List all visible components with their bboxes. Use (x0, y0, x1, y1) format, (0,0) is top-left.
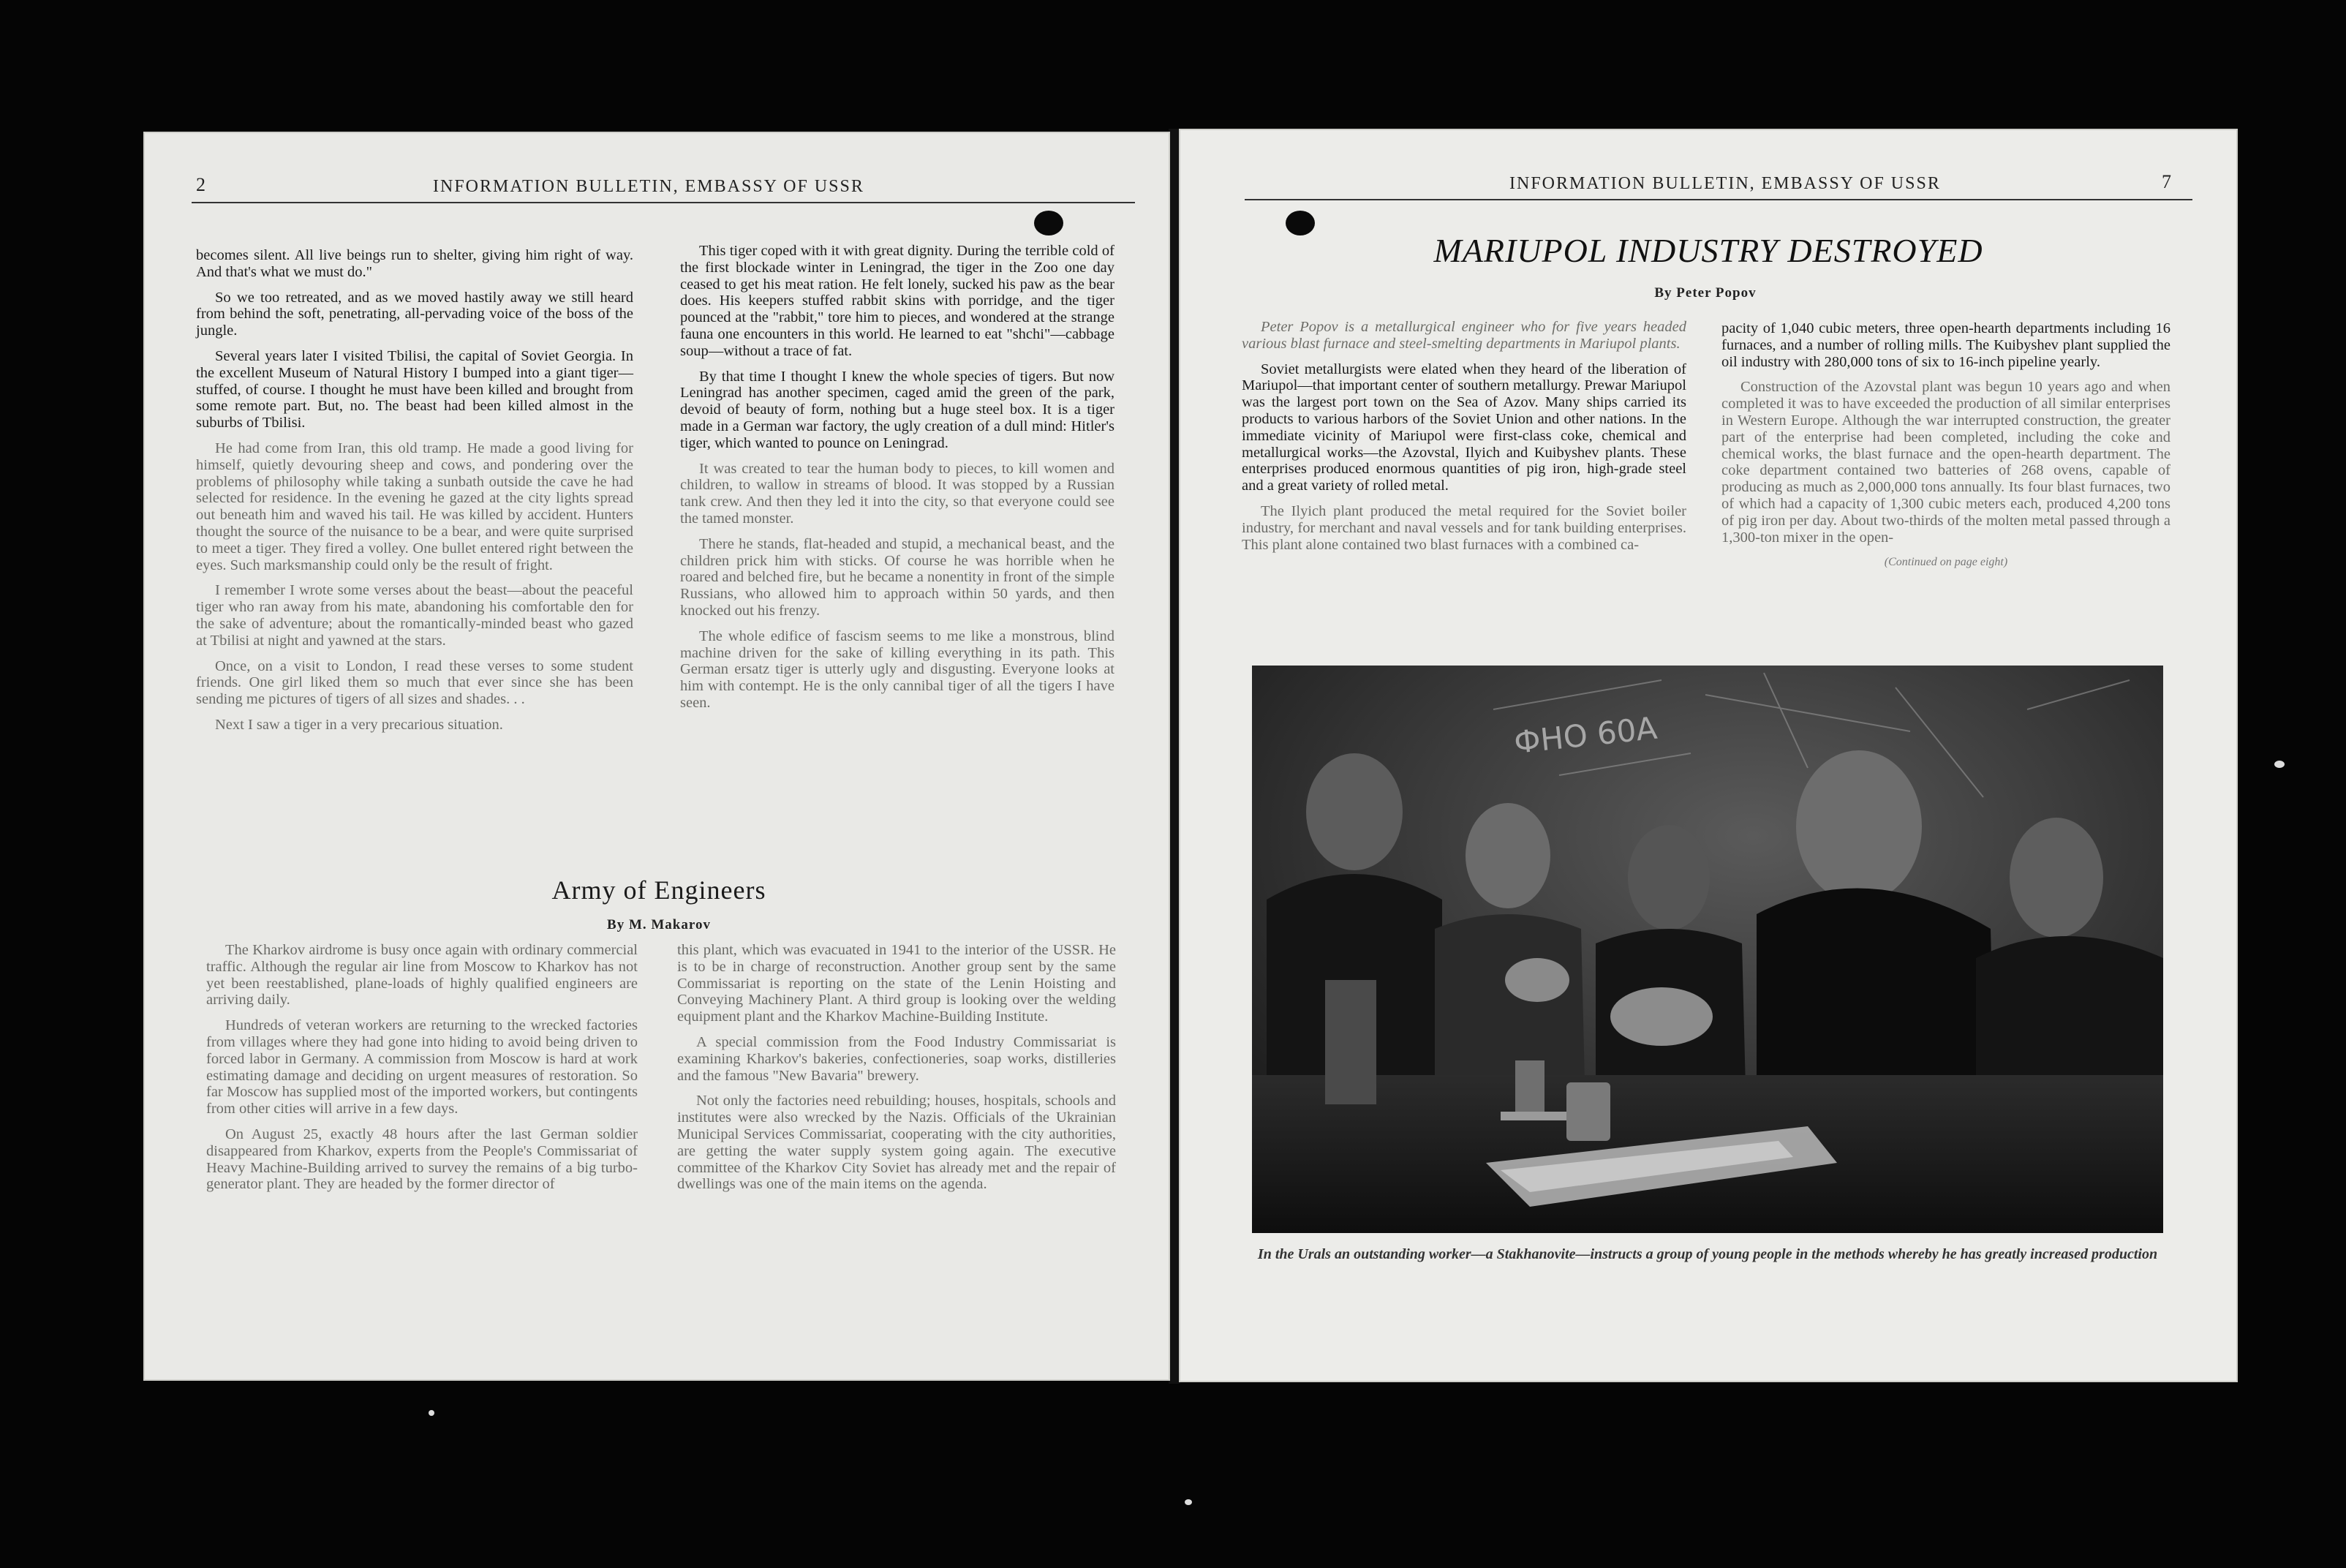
paragraph: Not only the factories need rebuilding; houses, hospitals, schools and institutes were also wrecked by the Nazis. Officials of the Ukrainian Municipal Services Commissariat, cooperating with the city authorities, are getting the water supply system going again. The executive committee of the Kharkov City Soviet has already met and the repair of dwellings was one of the main items on the agenda. (677, 1093, 1116, 1193)
continued-note: (Continued on page eight) (1884, 556, 2008, 569)
paragraph: This tiger coped with it with great dignity. During the terrible cold of the first blockade winter in Leningrad, the tiger in the Zoo one day ceased to get his meat ration. He felt lonely, sucked his paw as the bear does. His keepers stuffed rabbit skins with porridge, and the tiger pounced at the "rabbit," tore him to pieces, and wondered at the strange fauna one encounters in this world. He learned to eat "shchi"—cabbage soup—without a trace of fat. (680, 243, 1114, 359)
paragraph: It was created to tear the human body to pieces, to kill women and children, to wallow in streams of blood. It was stopped by a Russian tank crew. And then they led it into the city, so that everyone could see the tamed monster. (680, 460, 1114, 527)
paragraph: becomes silent. All live beings run to shelter, giving him right of way. And that's what we must do." (196, 247, 633, 280)
tiger-column-2 (680, 243, 1114, 974)
paragraph: The Kharkov airdrome is busy once again with ordinary commercial traffic. Although the regular air line from Moscow to Kharkov has not yet been reestablished, plane-loads of highly qualified engineers are arriving daily. (206, 942, 638, 1009)
mariupol-byline: By Peter Popov (1654, 285, 1757, 301)
paragraph: On August 25, exactly 48 hours after the last German soldier disappeared from Kharkov, experts from the People's Commissariat of Heavy Machine-Building arrived to survey the remains of a big turbo-generator plant. They are headed by the former director of (206, 1126, 638, 1193)
paragraph: So we too retreated, and as we moved hastily away we still heard from behind the soft, penetrating, all-pervading voice of the boss of the jungle. (196, 289, 633, 339)
paragraph: Construction of the Azovstal plant was begun 10 years ago and when completed it was to have exceeded the production of all similar enterprises in Western Europe. Although the war interrupted construction, the greater part of the enterprise had been completed, including the coke and chemical works, the blast furnace and the open-hearth department. The coke department contained two batteries of 268 ovens, capable of producing as much as 2,000,000 tons annually. Its four blast furnaces, two of which had a capacity of 1,300 cubic meters each, produced 4,200 tons of pig iron per day. About two-thirds of the molten metal passed through a 1,300-ton mixer in the open- (1721, 379, 2170, 546)
page-number-left: 2 (196, 174, 205, 195)
paragraph: There he stands, flat-headed and stupid, a mechanical beast, and the children prick him with sticks. Of course he was horrible when he roared and belched fire, but he became a nonentity in front of the simple Russians, who allowed him to approach within 50 yards, and then knocked out his frenzy. (680, 535, 1114, 619)
running-head-right: INFORMATION BULLETIN, EMBASSY OF USSR (1509, 174, 1941, 193)
mariupol-intro: Peter Popov is a metallurgical engineer who for five years headed various blast furnace and steel-smelting departments in Mariupol plants. (1242, 319, 1686, 352)
tiger-column-1 (196, 247, 633, 979)
photo-caption: In the Urals an outstanding worker—a Stakhanovite—instructs a group of young people in the methods whereby he has greatly increased production (1257, 1246, 2158, 1262)
paragraph: pacity of 1,040 cubic meters, three open-hearth departments including 16 furnaces, and a number of rolling mills. The Kuibyshev plant supplied the oil industry with 280,000 tons of six to 16-inch pipeline yearly. (1721, 320, 2170, 370)
header-rule-right (1245, 199, 2192, 200)
army-column-1 (206, 942, 638, 1381)
left-page (143, 132, 1170, 1381)
film-speck (429, 1410, 434, 1416)
paragraph: The whole edifice of fascism seems to me like a monstrous, blind machine driven for the sake of killing everything in its path. This German ersatz tiger is utterly ugly and disgusting. Everyone looks at him with contempt. He is the only cannibal tiger of all the tigers I have seen. (680, 627, 1114, 711)
stakhanovite-photo (1252, 666, 2163, 1233)
mariupol-title: MARIUPOL INDUSTRY DESTROYED (1433, 232, 1983, 269)
running-head-left: INFORMATION BULLETIN, EMBASSY OF USSR (433, 177, 864, 196)
film-speck (2274, 761, 2285, 768)
film-speck (1185, 1499, 1192, 1505)
paragraph: Once, on a visit to London, I read these verses to some student friends. One girl liked them so much that ever since she has been sending me pictures of tigers of all sizes and shades. . . (196, 657, 633, 708)
right-page (1179, 129, 2238, 1382)
paragraph: The Ilyich plant produced the metal required for the Soviet boiler industry, for merchant and naval vessels and for tank building enterprises. This plant alone contained two blast furnaces with a combined ca- (1242, 502, 1686, 553)
paragraph: Several years later I visited Tbilisi, the capital of Soviet Georgia. In the excellent Museum of Natural History I bumped into a giant tiger—stuffed, of course. I thought he must have been killed and brought from some remote part. But, no. The beast had been killed almost in the suburbs of Tbilisi. (196, 347, 633, 431)
paragraph: Soviet metallurgists were elated when they heard of the liberation of Mariupol—that important center of southern metallurgy. Prewar Mariupol was the largest port town on the Sea of Azov. Many ships carried its products to various harbors of the Soviet Union and other nations. In the immediate vicinity of Mariupol were first-class coke, chemical and metallurgical works—the Azovstal, Ilyich and Kuibyshev plants. These enterprises produced enormous quantities of pig iron, high-grade steel and a great variety of rolled metal. (1242, 361, 1686, 494)
army-column-2 (677, 942, 1116, 1381)
chalk-writing: ФНО 60А (1512, 709, 1659, 761)
army-byline: By M. Makarov (607, 917, 711, 932)
army-of-engineers-title: Army of Engineers (551, 875, 766, 905)
page-number-right: 7 (2162, 171, 2171, 192)
paragraph: Hundreds of veteran workers are returning to the wrecked factories from villages where they had gone into hiding to avoid being driven to forced labor in Germany. A commission from Moscow is hard at work estimating damage and deciding on urgent measures of restoration. So far Moscow has supplied most of the imported workers, but contingents from other cities will arrive in a few days. (206, 1017, 638, 1117)
mariupol-column-2 (1721, 320, 2170, 664)
paragraph: I remember I wrote some verses about the beast—about the peaceful tiger who ran away from his mate, abandoning his comfortable den for the sake of adventure; about the romantically-minded beast who gazed at Tbilisi at night and yawned at the stars. (196, 582, 633, 649)
paragraph: A special commission from the Food Industry Commissariat is examining Kharkov's bakeries, confectioneries, soap works, distilleries and the famous "New Bavaria" brewery. (677, 1033, 1116, 1084)
paragraph: He had come from Iran, this old tramp. He made a good living for himself, quietly devouring sheep and cows, and pondering over the problems of philosophy while taking a sunbath outside the cave he had selected for residence. In the evening he gazed at the city lights spread out beneath him and waved his tail. He was killed by accident. Hunters thought the source of the nuisance to be a bear, and were quite surprised to meet a tiger. They fired a volley. One bullet entered right between the eyes. Such marksmanship could only be the result of fright. (196, 440, 633, 573)
header-rule-left (192, 202, 1135, 203)
paragraph: By that time I thought I knew the whole species of tigers. But now Leningrad has another specimen, caged amid the green of the park, devoid of beauty of form, nothing but a huge steel box. It is a tiger made in a German war factory, the ugly creation of a dull mind: Hitler's tiger, which wanted to pounce on Leningrad. (680, 368, 1114, 451)
mariupol-column-1 (1242, 319, 1686, 670)
paragraph: this plant, which was evacuated in 1941 to the interior of the USSR. He is to be in charge of reconstruction. Another group sent by the same Commissariat is reporting on the state of the Lenin Hoisting and Conveying Machinery Plant. A third group is looking over the welding equipment plant and the Kharkov Machine-Building Institute. (677, 942, 1116, 1025)
paragraph: Next I saw a tiger in a very precarious situation. (215, 716, 503, 733)
punch-hole-left (1034, 211, 1063, 235)
